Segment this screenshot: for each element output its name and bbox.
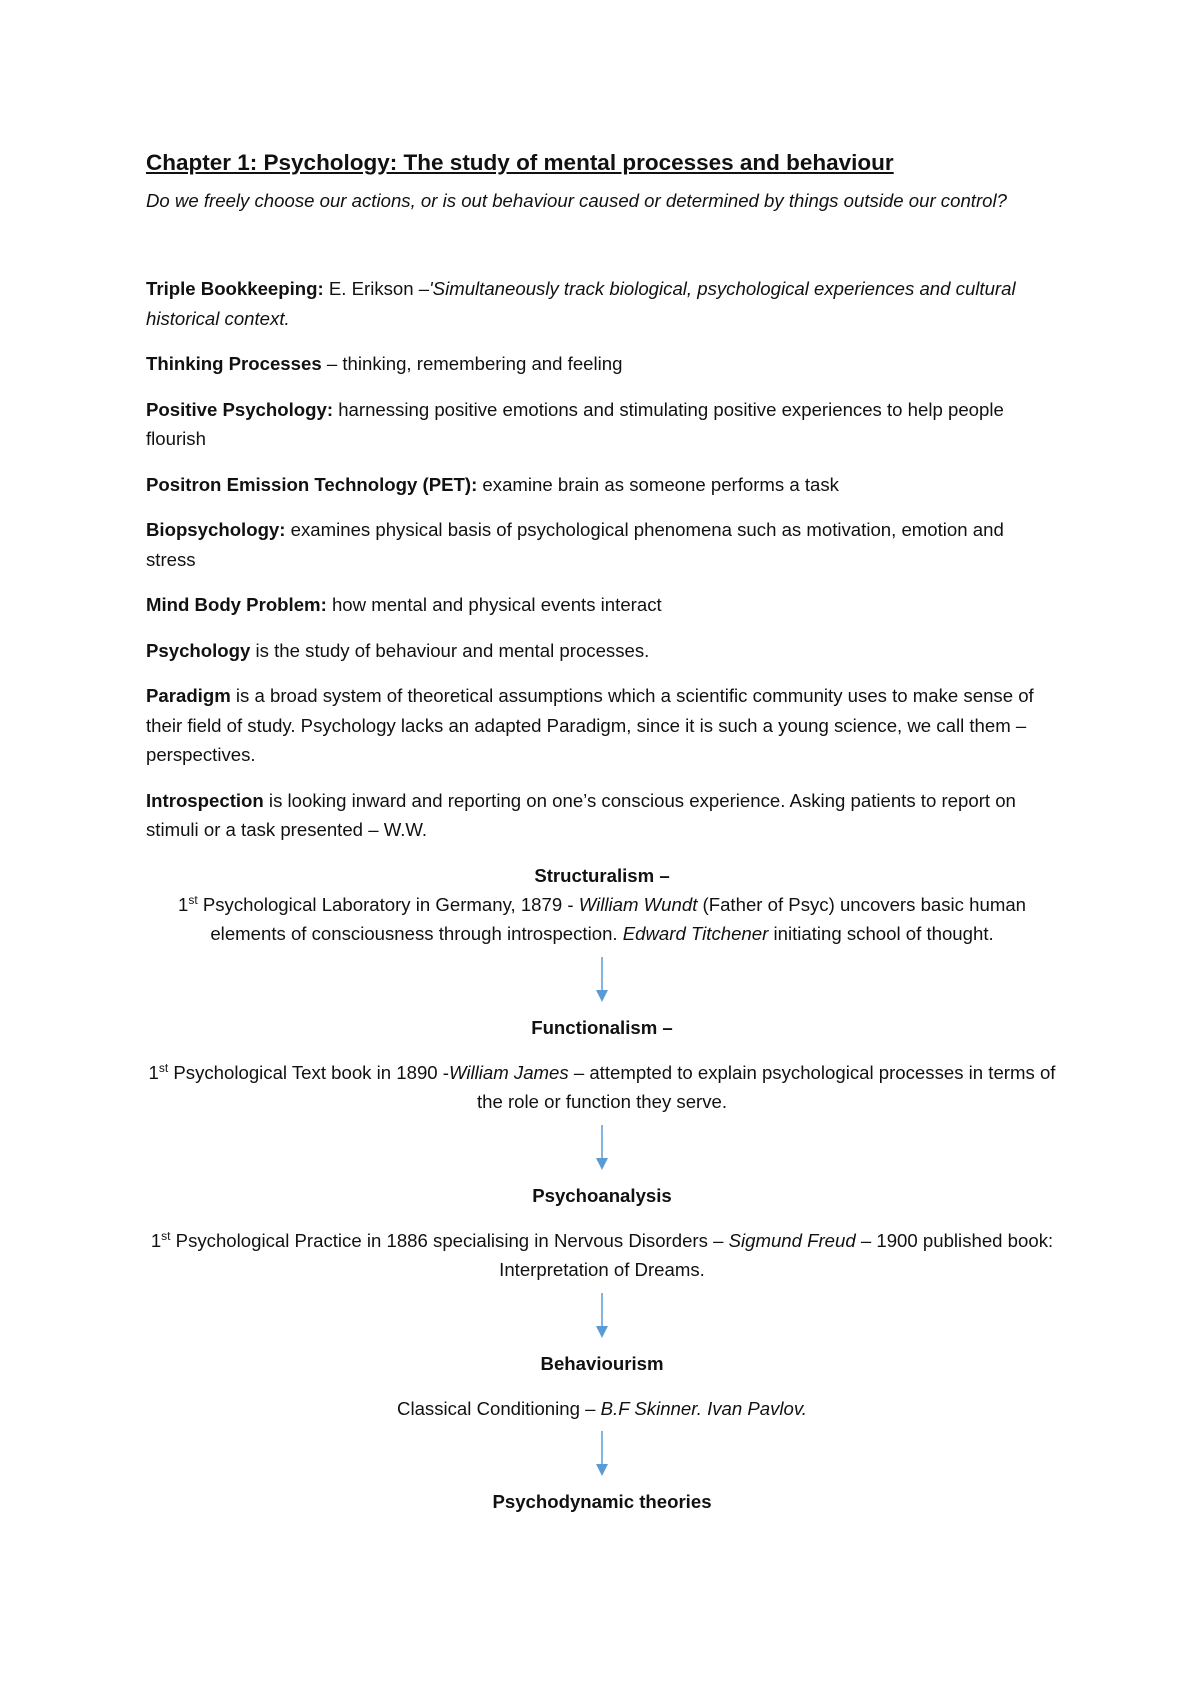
definition-item (146, 786, 1058, 845)
definition-item (146, 274, 1058, 333)
section-text: 1st Psychological Practice in 1886 specialising in Nervous Disorders – Sigmund Freud – 1900 published book: Interpretation of Dreams. (150, 1228, 1054, 1280)
definition-term: Psychology (146, 639, 251, 661)
down-arrow-icon (595, 1125, 609, 1171)
section-title: Behaviourism (540, 1352, 664, 1374)
definition-text: is the study of behaviour and mental processes. (250, 639, 650, 661)
section-text: 1st Psychological Laboratory in Germany, 1879 - William Wundt (Father of Psyc) uncovers basic human elements of consciousness through introspection. Edward Titchener initiating school of thought. (178, 892, 1026, 944)
definition-term: Thinking Processes (146, 353, 322, 374)
section-title: Psychoanalysis (532, 1184, 672, 1206)
section-title: Functionalism – (531, 1016, 673, 1038)
definition-text: is looking inward and reporting on one’s conscious experience. Asking patients to report on stimuli or a task presented – W.W. (146, 789, 1016, 840)
definition-item (146, 470, 1058, 500)
definition-quote: 'Simultaneously track biological, psychological experiences and cultural historical context. (146, 278, 1016, 329)
down-arrow-icon (595, 1293, 609, 1339)
section-behaviourism (146, 1349, 1058, 1424)
definition-text: how mental and physical events interact (326, 594, 662, 615)
section-text: Classical Conditioning – B.F Skinner. Ivan Pavlov. (397, 1397, 807, 1419)
page-subtitle: Do we freely choose our actions, or is out behaviour caused or determined by things outside our control? (146, 190, 1007, 211)
definition-item (146, 681, 1058, 770)
definition-text: examines physical basis of psychological phenomena such as motivation, emotion and stress (146, 519, 1004, 570)
definition-term: Triple Bookkeeping: (146, 278, 324, 299)
definition-text: E. Erikson – (323, 278, 430, 299)
section-psychoanalysis (146, 1181, 1058, 1285)
spacer (146, 215, 1058, 274)
definition-list (146, 274, 1058, 845)
page-title: Chapter 1: Psychology: The study of mental processes and behaviour (146, 150, 894, 175)
definition-term: Paradigm (146, 685, 231, 706)
definition-item (146, 590, 1058, 620)
section-title: Psychodynamic theories (492, 1491, 712, 1512)
down-arrow-icon (595, 1431, 609, 1477)
section-text: 1st Psychological Text book in 1890 -William James – attempted to explain psychological processes in terms of the role or function they serve. (148, 1060, 1056, 1112)
document-page (146, 146, 1058, 1516)
definition-term: Biopsychology: (146, 519, 286, 540)
section-title: Structuralism – (534, 864, 670, 886)
definition-item (146, 515, 1058, 574)
definition-term: Introspection (146, 789, 264, 811)
section-structuralism (146, 861, 1058, 949)
definition-item (146, 395, 1058, 454)
section-psychodynamic (146, 1487, 1058, 1516)
definition-term: Positive Psychology: (146, 398, 334, 420)
definition-term: Positron Emission Technology (PET): (146, 473, 478, 495)
down-arrow-icon (595, 957, 609, 1003)
definition-item (146, 349, 1058, 379)
definition-term: Mind Body Problem: (146, 594, 327, 615)
definition-text: – thinking, remembering and feeling (321, 353, 623, 374)
definition-text: examine brain as someone performs a task (477, 473, 839, 495)
definition-item (146, 636, 1058, 666)
definition-text: is a broad system of theoretical assumptions which a scientific community uses to make sense of their field of study. Psychology lacks an adapted Paradigm, since it is such a young science, we call them – perspectives. (146, 685, 1034, 765)
section-functionalism (146, 1013, 1058, 1117)
definition-text: harnessing positive emotions and stimulating positive experiences to help people flourish (146, 398, 1004, 449)
